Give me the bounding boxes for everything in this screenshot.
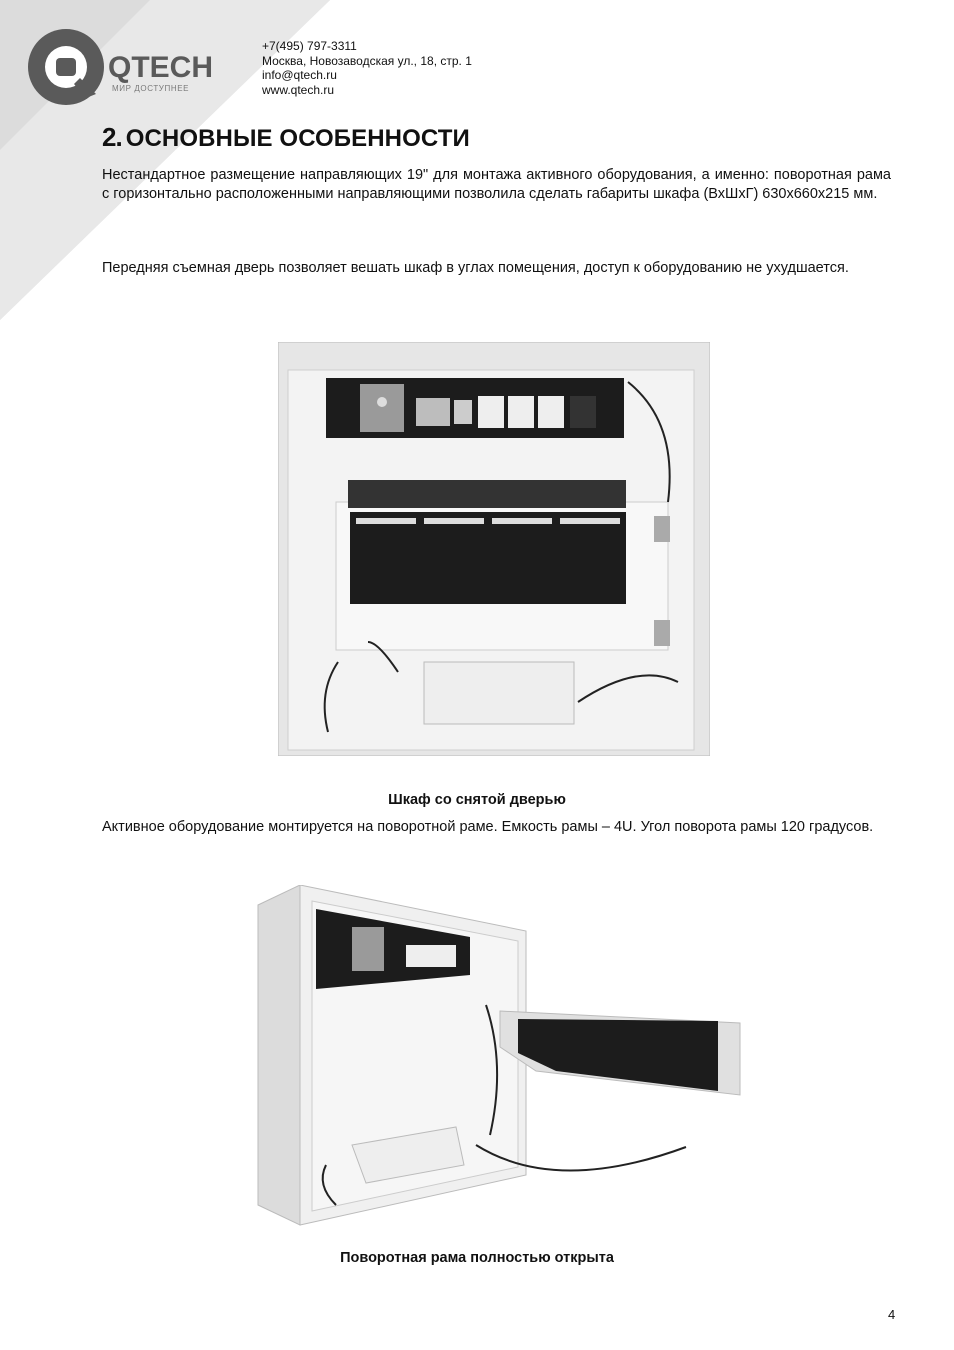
email-link[interactable]: info@qtech.ru xyxy=(262,68,337,82)
cabinet-photo-frame-open xyxy=(256,885,744,1227)
logo-slogan: МИР ДОСТУПНЕЕ xyxy=(112,84,190,93)
section-number: 2. xyxy=(102,122,122,152)
section-heading xyxy=(102,122,470,153)
patch-panel xyxy=(350,512,626,604)
power-supply xyxy=(424,662,574,724)
paragraph-frame: Активное оборудование монтируется на поворотной раме. Емкость рамы – 4U. Угол поворота рамы 120 градусов. xyxy=(102,819,874,835)
logo-text: QTECH xyxy=(108,51,213,84)
figure-2-caption: Поворотная рама полностью открыта xyxy=(340,1250,614,1266)
contact-block xyxy=(262,39,472,97)
cabinet-photo-door-removed xyxy=(278,342,710,756)
phone-text: +7(495) 797-3311 xyxy=(262,39,357,53)
qtech-logo[interactable] xyxy=(26,28,226,106)
paragraph-rails: Нестандартное размещение направляющих 19" для монтажа активного оборудования, а именно: поворотная рама с горизонтально расположенными направляющими позволила сделать габариты шкафа (ВхШхГ) 630х660х215 мм. xyxy=(102,167,891,202)
address-text: Москва, Новозаводская ул., 18, стр. 1 xyxy=(262,53,472,68)
website-link[interactable]: www.qtech.ru xyxy=(262,82,335,97)
figure-1-caption: Шкаф со снятой дверью xyxy=(388,792,566,808)
section-title: ОСНОВНЫЕ ОСОБЕННОСТИ xyxy=(125,125,470,152)
page-number: 4 xyxy=(888,1307,896,1322)
paragraph-door: Передняя съемная дверь позволяет вешать шкаф в углах помещения, доступ к оборудованию не ухудшается. xyxy=(102,260,849,276)
